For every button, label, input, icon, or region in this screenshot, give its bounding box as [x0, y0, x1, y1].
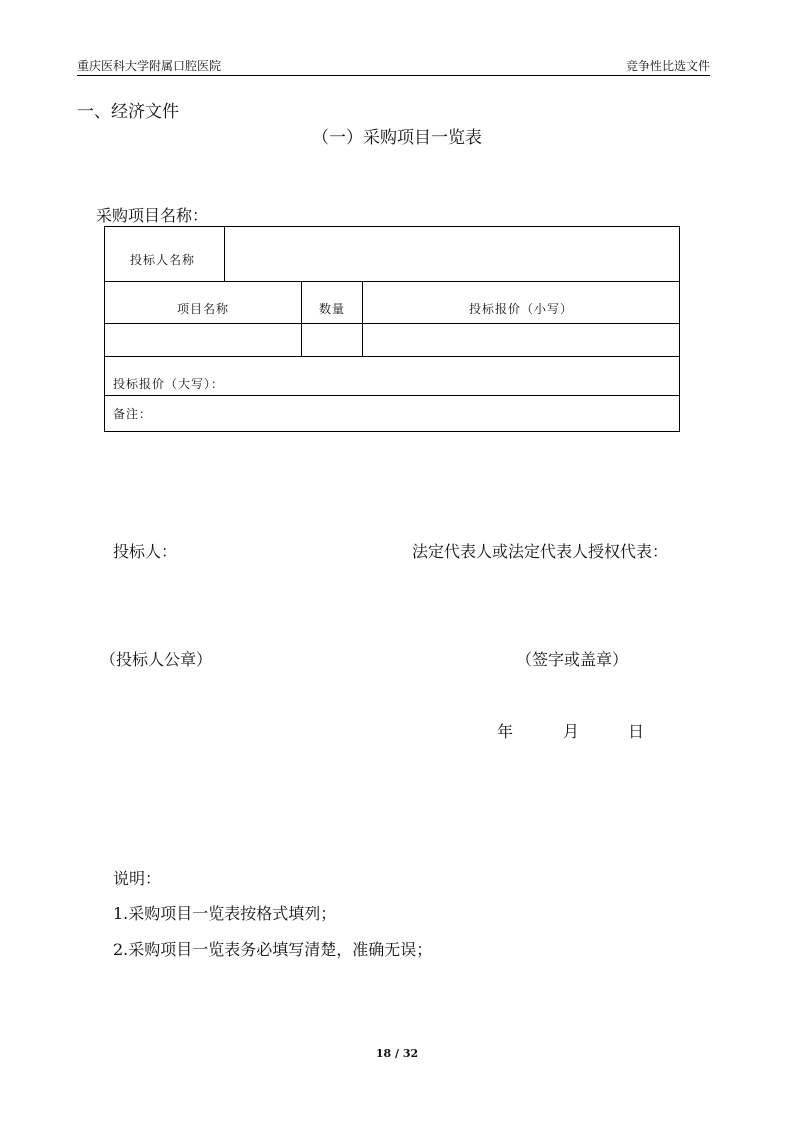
price-lower-field[interactable]	[363, 324, 679, 356]
date-month: 月	[563, 722, 580, 741]
legal-rep-label: 法定代表人或法定代表人授权代表：	[412, 542, 669, 561]
procurement-table	[104, 226, 680, 432]
table-row-divider	[105, 395, 679, 396]
bidder-label: 投标人：	[113, 542, 178, 561]
table-title: （一）采购项目一览表	[312, 128, 482, 148]
bidder-name-field[interactable]	[225, 227, 679, 281]
price-upper-label: 投标报价（大写）：	[113, 377, 225, 391]
remarks-label: 备注：	[113, 407, 153, 421]
quantity-field[interactable]	[302, 324, 362, 356]
header-divider	[77, 75, 710, 76]
date-year: 年	[497, 722, 514, 741]
note-item: 2.采购项目一览表务必填写清楚，准确无误；	[113, 940, 433, 959]
table-row-divider	[105, 281, 679, 282]
col-header-quantity: 数量	[318, 302, 345, 316]
item-name-field[interactable]	[105, 324, 301, 356]
section-heading: 一、经济文件	[77, 102, 179, 122]
col-header-price-lower: 投标报价（小写）	[468, 302, 573, 316]
header-right-title: 竞争性比选文件	[625, 59, 710, 73]
page-number: 18 / 32	[375, 1047, 419, 1060]
table-row-divider	[105, 356, 679, 357]
header-left-title: 重庆医科大学附属口腔医院	[77, 59, 222, 73]
notes-title: 说明：	[113, 869, 162, 888]
date-day: 日	[628, 722, 645, 741]
rep-signature-label: （签字或盖章）	[516, 650, 629, 669]
project-name-label: 采购项目名称：	[96, 206, 209, 225]
bidder-seal-label: （投标人公章）	[100, 650, 213, 669]
col-header-item-name: 项目名称	[176, 302, 229, 316]
note-item: 1.采购项目一览表按格式填列；	[113, 904, 337, 923]
bidder-name-label: 投标人名称	[130, 253, 196, 267]
